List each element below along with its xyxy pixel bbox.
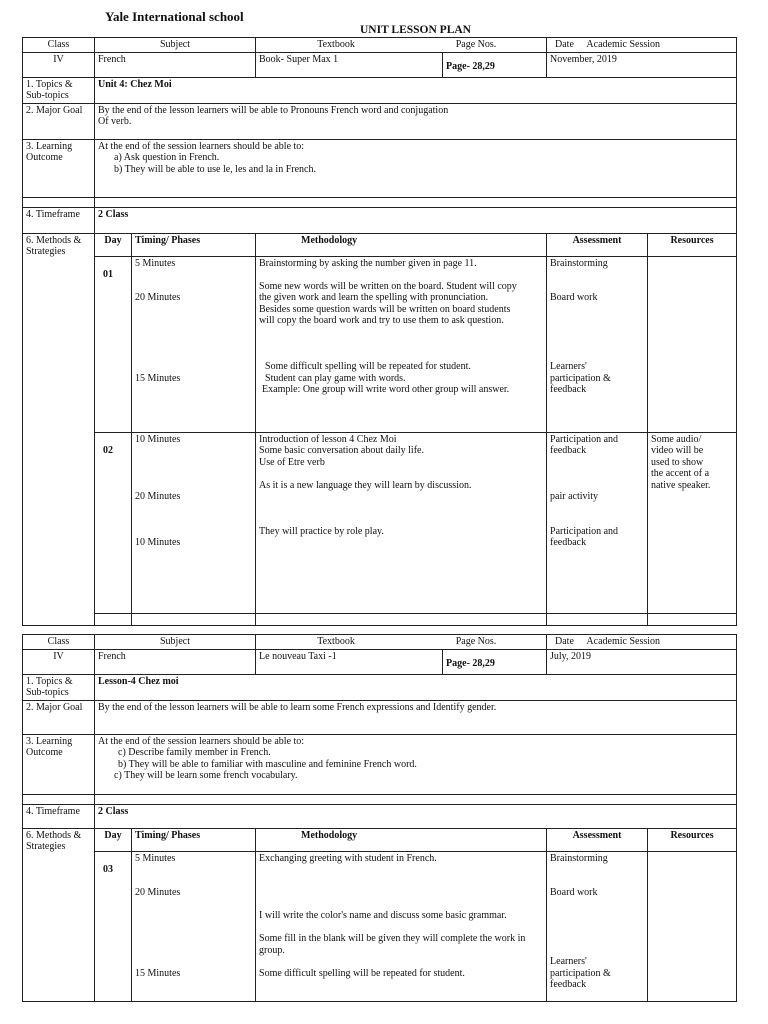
header-textbook-pages [256, 38, 547, 53]
topic-value: Unit 4: Chez Moi [95, 77, 737, 103]
spacer-cell [23, 794, 95, 804]
header-session: Academic Session [586, 39, 660, 50]
assessment-line: feedback [550, 384, 587, 395]
lesson-plan-2 [22, 634, 737, 1002]
assessment-line: participation & [550, 967, 611, 979]
method-line: They will practice by role play. [259, 525, 384, 537]
page-title: UNIT LESSON PLAN [360, 24, 471, 36]
outcome-value [95, 734, 737, 794]
outcome-item: b) They will be able to use le, les and la in French. [114, 163, 316, 175]
resource-line: used to show [651, 456, 704, 468]
assessment-line: Learners' [550, 361, 587, 372]
spacer-cell [547, 613, 648, 625]
header-date: Date [555, 636, 574, 647]
label-timeframe: 4. Timeframe [23, 207, 95, 233]
resources-cell [648, 432, 737, 613]
header-subject: Subject [95, 38, 256, 53]
goal-line: Of verb. [98, 116, 132, 127]
header-date: Date [555, 39, 574, 50]
date-value: November, 2019 [547, 52, 737, 77]
header-session: Academic Session [586, 636, 660, 647]
goal-line: By the end of the lesson learners will be able to Pronouns French word and conjugation [98, 104, 449, 116]
school-name: Yale International school [105, 9, 244, 24]
label-methods: 6. Methods & Strategies [23, 233, 95, 625]
assessment-line: Learners' [550, 956, 587, 967]
header-page-nos: Page Nos. [455, 39, 497, 50]
outcome-item: a) Ask question in French. [114, 152, 220, 163]
assessment-line: pair activity [550, 491, 599, 502]
method-line: Student can play game with words. [265, 372, 406, 384]
spacer-cell [23, 197, 95, 207]
subject-value: French [95, 649, 256, 674]
label-topics: 1. Topics & Sub-topics [23, 77, 95, 103]
method-line: Some basic conversation about daily life. [259, 445, 424, 456]
topic-value: Lesson-4 Chez moi [95, 674, 737, 700]
header-textbook-pages [256, 635, 547, 650]
assessment-line: feedback [550, 979, 587, 990]
textbook-pages-cell [256, 52, 547, 77]
assessment-cell [547, 432, 648, 613]
textbook-pages-cell [256, 649, 547, 674]
spacer-cell [256, 613, 547, 625]
date-value: July, 2019 [547, 649, 737, 674]
method-line: the given work and learn the spelling with pronunciation. [259, 292, 489, 303]
method-line: Introduction of lesson 4 Chez Moi [259, 433, 397, 445]
lesson-plan-1 [22, 37, 737, 626]
timing-value: 20 Minutes [135, 887, 181, 898]
day-number: 02 [95, 432, 132, 613]
timing-value: 5 Minutes [135, 257, 176, 269]
timing-value: 15 Minutes [135, 372, 181, 384]
outcome-item: c) Describe family member in French. [118, 747, 271, 758]
outcome-value [95, 139, 737, 197]
class-value: IV [23, 52, 95, 77]
resource-line: video will be [651, 445, 704, 456]
col-methodology: Methodology [256, 233, 547, 256]
spacer-cell [95, 613, 132, 625]
label-topics: 1. Topics & Sub-topics [23, 674, 95, 700]
goal-value: By the end of the lesson learners will be able to learn some French expressions and Identify gender. [95, 700, 737, 734]
page-value: Page- 28,29 [446, 657, 495, 669]
assessment-line: Brainstorming [550, 852, 608, 864]
assessment-line: Participation and [550, 433, 619, 445]
label-outcome: 3. Learning Outcome [23, 139, 95, 197]
col-timing: Timing/ Phases [132, 828, 256, 851]
resources-cell [648, 256, 737, 432]
label-methods: 6. Methods & Strategies [23, 828, 95, 1001]
timing-cell [132, 432, 256, 613]
textbook-value: Le nouveau Taxi -1 [256, 650, 443, 674]
col-assessment: Assessment [547, 233, 648, 256]
timing-value: 10 Minutes [135, 537, 181, 548]
class-value: IV [23, 649, 95, 674]
method-line: As it is a new language they will learn by discussion. [259, 479, 472, 491]
header-textbook: Textbook [317, 39, 355, 50]
method-line: Some new words will be written on the board. Student will copy [259, 280, 517, 292]
timing-value: 5 Minutes [135, 852, 176, 864]
spacer-cell [648, 613, 737, 625]
methodology-cell [256, 256, 547, 432]
method-line: Example: One group will write word other group will answer. [262, 384, 510, 395]
label-goal: 2. Major Goal [23, 103, 95, 139]
label-outcome: 3. Learning Outcome [23, 734, 95, 794]
header-class: Class [23, 38, 95, 53]
header-textbook: Textbook [317, 636, 355, 647]
day-number: 03 [95, 851, 132, 1001]
timeframe-value: 2 Class [95, 207, 737, 233]
outcome-item: c) They will be learn some french vocabulary. [114, 770, 298, 781]
col-day: Day [95, 828, 132, 851]
timing-cell [132, 256, 256, 432]
assessment-line: participation & [550, 372, 611, 384]
header-class: Class [23, 635, 95, 650]
method-line: Some fill in the blank will be given they will complete the work in [259, 933, 526, 944]
method-line: group. [259, 944, 285, 956]
resource-line: Some audio/ [651, 433, 702, 445]
textbook-value: Book- Super Max 1 [256, 53, 443, 77]
timing-value: 20 Minutes [135, 292, 181, 303]
spacer-cell [132, 613, 256, 625]
timing-value: 10 Minutes [135, 433, 181, 445]
method-line: Exchanging greeting with student in French. [259, 852, 437, 864]
timing-value: 15 Minutes [135, 967, 181, 979]
col-day: Day [95, 233, 132, 256]
assessment-line: Board work [550, 292, 598, 303]
col-resources: Resources [648, 828, 737, 851]
methodology-cell [256, 432, 547, 613]
methodology-cell [256, 851, 547, 1001]
spacer-cell [95, 197, 737, 207]
assessment-cell [547, 256, 648, 432]
label-timeframe: 4. Timeframe [23, 804, 95, 828]
method-line: Some difficult spelling will be repeated for student. [259, 967, 465, 979]
method-line: Some difficult spelling will be repeated for student. [265, 361, 471, 372]
header-page-nos: Page Nos. [455, 636, 497, 647]
resource-line: the accent of a [651, 468, 710, 479]
subject-value: French [95, 52, 256, 77]
resource-line: native speaker. [651, 479, 711, 491]
outcome-intro: At the end of the session learners should be able to: [98, 735, 305, 747]
header-date-session [547, 38, 737, 53]
col-resources: Resources [648, 233, 737, 256]
method-line: will copy the board work and try to use them to ask question. [259, 315, 504, 326]
col-methodology: Methodology [256, 828, 547, 851]
outcome-intro: At the end of the session learners should be able to: [98, 140, 305, 152]
assessment-line: Participation and [550, 525, 619, 537]
goal-value [95, 103, 737, 139]
header-date-session [547, 635, 737, 650]
col-assessment: Assessment [547, 828, 648, 851]
method-line: Brainstorming by asking the number given in page 11. [259, 257, 477, 269]
label-goal: 2. Major Goal [23, 700, 95, 734]
assessment-cell [547, 851, 648, 1001]
resources-cell [648, 851, 737, 1001]
timeframe-value: 2 Class [95, 804, 737, 828]
header-subject: Subject [95, 635, 256, 650]
method-line: I will write the color's name and discuss some basic grammar. [259, 910, 507, 921]
assessment-line: Brainstorming [550, 257, 608, 269]
day-number: 01 [95, 256, 132, 432]
outcome-item: b) They will be able to familiar with masculine and feminine French word. [118, 758, 417, 770]
timing-value: 20 Minutes [135, 491, 181, 502]
timing-cell [132, 851, 256, 1001]
assessment-line: feedback [550, 537, 587, 548]
spacer-cell [95, 794, 737, 804]
method-line: Use of Etre verb [259, 456, 325, 468]
assessment-line: Board work [550, 887, 598, 898]
page-value: Page- 28,29 [446, 60, 495, 72]
col-timing: Timing/ Phases [132, 233, 256, 256]
method-line: Besides some question wards will be written on board students [259, 303, 511, 315]
assessment-line: feedback [550, 445, 587, 456]
